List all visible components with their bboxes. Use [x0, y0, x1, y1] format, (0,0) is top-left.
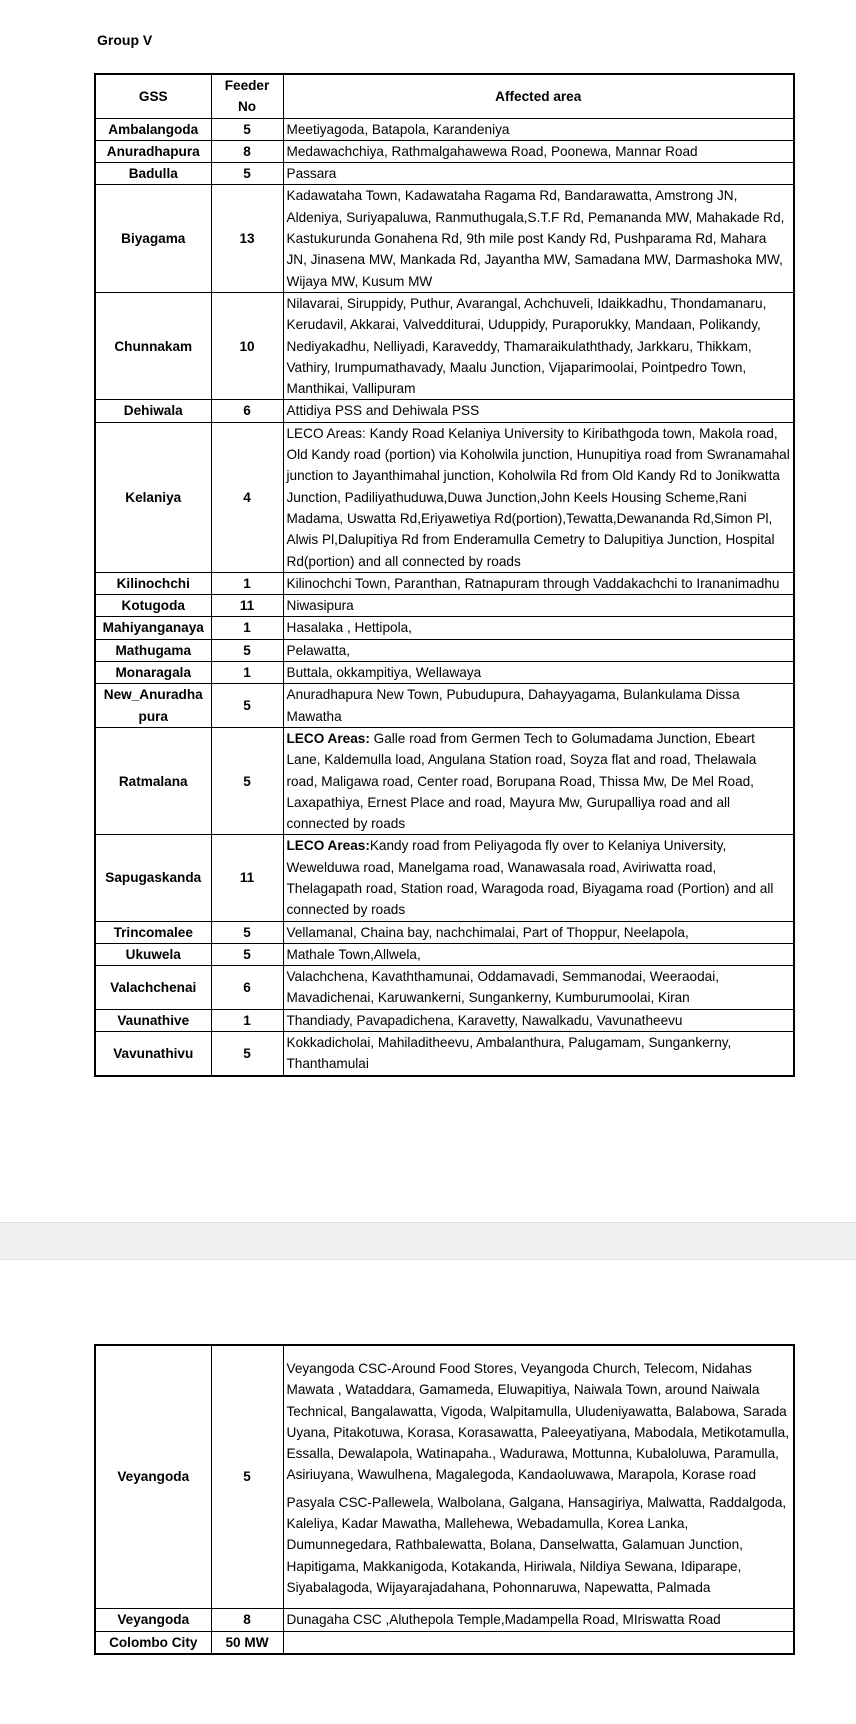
gss-cell: Sapugaskanda	[95, 835, 211, 921]
veyangoda-csc-areas: Veyangoda CSC-Around Food Stores, Veyangoda Church, Telecom, Nidahas Mawata , Wataddara, Gamameda, Eluwapitiya, Naiwala Town, around Naiwala Technical, Bangalawatta, Vigoda, Walpitamulla, Uludeniyawatta, Balabowa, Sarada Uyana, Pitakotuwa, Korasa, Korasawatta, Paleeyatiyana, Mabodala, Metikotamulla, Essalla, Dewalapola, Watinapaha., Wadurawa, Mottunna, Kubaloluwa, Paramulla, Asiriuyana, Wawulhena, Magalegoda, Kandaoluwawa, Marapola, Korase road	[286, 1361, 789, 1483]
table-row	[95, 1009, 794, 1031]
gss-cell: Mahiyanganaya	[95, 617, 211, 639]
table-row	[95, 835, 794, 921]
table-row	[95, 422, 794, 572]
gss-cell: Vaunathive	[95, 1009, 211, 1031]
feeder-cell: 5	[211, 118, 283, 140]
group-title: Group V	[97, 32, 153, 48]
gss-cell: Badulla	[95, 163, 211, 185]
gss-cell: Valachchenai	[95, 966, 211, 1010]
affected-area-cell: Pelawatta,	[283, 639, 794, 661]
feeder-cell: 5	[211, 727, 283, 834]
affected-area-cell: Thandiady, Pavapadichena, Karavetty, Nawalkadu, Vavunatheevu	[283, 1009, 794, 1031]
table-header-row	[95, 74, 794, 118]
affected-area-cell: Kokkadicholai, Mahiladitheevu, Ambalanthura, Palugamam, Sungankerny, Thanthamulai	[283, 1032, 794, 1076]
feeder-cell: 1	[211, 1009, 283, 1031]
feeder-cell: 1	[211, 617, 283, 639]
table-row	[95, 639, 794, 661]
affected-area-cell: LECO Areas: Kandy Road Kelaniya University to Kiribathgoda town, Makola road, Old Kandy road (portion) via Koholwila junction, Hunupitiya road from Swranamahal junction to Jayanthimahal junction, Koholwila Rd from Old Kandy Rd to Jonikwatta Junction, Padiliyathuduwa,Duwa Junction,John Keels Housing Scheme,Rani Madama, Uswatta Rd,Eriyawetiya Rd(portion),Tewatta,Dewananda Rd,Simon Pl, Alwis Pl,Dalupitiya Rd from Enderamulla Cemetry to Dalupitiya Junction, Hospital Rd(portion) and all connected by roads	[283, 422, 794, 572]
affected-area-cell	[283, 727, 794, 834]
gss-cell: Colombo City	[95, 1631, 211, 1654]
leco-areas-label: LECO Areas:	[286, 838, 370, 854]
table-row	[95, 572, 794, 594]
affected-area-cell	[283, 835, 794, 921]
affected-area-text: Kandy road from Peliyagoda fly over to Kelaniya University, Wewelduwa road, Manelgama road, Wanawasala road, Aviriwatta road, Thelagapath road, Station road, Waragoda road, Biyagama road (Portion) and all connected by roads	[286, 838, 774, 918]
affected-area-cell: Buttala, okkampitiya, Wellawaya	[283, 662, 794, 684]
feeder-cell: 6	[211, 400, 283, 422]
pasyala-csc-areas: Pasyala CSC-Pallewela, Walbolana, Galgana, Hansagiriya, Malwatta, Raddalgoda, Kaleliya, Kadar Mawatha, Mallehewa, Webadamulla, Korea Lanka, Dumunnegedara, Rathbalewatta, Bolana, Danselwatta, Galamuan Junction, Hapitigama, Makkanigoda, Kotakanda, Hiriwala, Nildiya Sewana, Idiparape, Siyabalagoda, Wijayarajadahana, Pohonnaruwa, Napewatta, Palmada	[286, 1494, 787, 1595]
affected-area-cell: Nilavarai, Siruppidy, Puthur, Avarangal, Achchuveli, Idaikkadhu, Thondamanaru, Kerudavil, Akkarai, Valvedditurai, Uduppidy, Puraporukky, Mandaan, Polikandy, Nediyakadhu, Nelliyadi, Karaveddy, Thamaraikulaththady, Jarkkaru, Thikkam, Vathiry, Irumpumathavady, Maalu Junction, Vijaparimoolai, Pointpedro Town, Manthikai, Vallipuram	[283, 292, 794, 399]
gss-cell: Kotugoda	[95, 595, 211, 617]
affected-area-cell: Kadawataha Town, Kadawataha Ragama Rd, Bandarawatta, Amstrong JN, Aldeniya, Suriyapaluwa, Ranmuthugala,S.T.F Rd, Pemananda MW, Mahakade Rd, Kastukurunda Gonahena Rd, 9th mile post Kandy Rd, Pushparama Rd, Mahara JN, Jinasena MW, Mankada Rd, Jayantha MW, Samadana MW, Darmashoka MW, Wijaya MW, Kusum MW	[283, 185, 794, 292]
feeder-cell: 5	[211, 1345, 283, 1609]
leco-areas-label: LECO Areas:	[286, 730, 370, 746]
gss-cell: Mathugama	[95, 639, 211, 661]
affected-area-cell: Passara	[283, 163, 794, 185]
gss-cell: Vavunathivu	[95, 1032, 211, 1076]
feeder-cell: 11	[211, 835, 283, 921]
affected-area-cell: Vellamanal, Chaina bay, nachchimalai, Part of Thoppur, Neelapola,	[283, 921, 794, 943]
table-row	[95, 684, 794, 728]
feeder-cell: 5	[211, 1032, 283, 1076]
table-row	[95, 943, 794, 965]
affected-area-cell: Hasalaka , Hettipola,	[283, 617, 794, 639]
affected-area-cell: Anuradhapura New Town, Pubudupura, Dahayyagama, Bulankulama Dissa Mawatha	[283, 684, 794, 728]
feeder-cell: 1	[211, 572, 283, 594]
gss-cell: Anuradhapura	[95, 140, 211, 162]
affected-area-cell: Dunagaha CSC ,Aluthepola Temple,Madampella Road, MIriswatta Road	[283, 1609, 794, 1631]
gss-cell: Veyangoda	[95, 1345, 211, 1609]
feeder-cell: 5	[211, 684, 283, 728]
gss-cell: Kelaniya	[95, 422, 211, 572]
affected-area-cell: Valachchena, Kavaththamunai, Oddamavadi, Semmanodai, Weeraodai, Mavadichenai, Karuwankerni, Sungankerny, Kumburumoolai, Kiran	[283, 966, 794, 1010]
gss-cell: Veyangoda	[95, 1609, 211, 1631]
feeder-cell: 5	[211, 943, 283, 965]
feeder-cell: 1	[211, 662, 283, 684]
outage-table-continued	[94, 1344, 795, 1655]
table-row	[95, 292, 794, 399]
gss-cell: Ambalangoda	[95, 118, 211, 140]
table-row	[95, 662, 794, 684]
table-row	[95, 118, 794, 140]
gss-cell: Biyagama	[95, 185, 211, 292]
feeder-cell: 8	[211, 140, 283, 162]
feeder-cell: 50 MW	[211, 1631, 283, 1654]
outage-table	[94, 73, 795, 1077]
affected-area-text: Galle road from Germen Tech to Golumadama Junction, Ebeart Lane, Kaldemulla load, Angulana Station road, Soyza flat and road, Thelawala road, Maligawa road, Center road, Borupana Road, Thissa Mw, De Mel Road, Laxapathiya, Ernest Place and road, Mayura Mw, Gurupalliya road and all connected by roads	[286, 730, 757, 832]
gss-cell: Chunnakam	[95, 292, 211, 399]
gss-cell: Trincomalee	[95, 921, 211, 943]
table-row	[95, 727, 794, 834]
affected-area-header: Affected area	[283, 74, 794, 118]
gss-cell: Kilinochchi	[95, 572, 211, 594]
feeder-cell: 11	[211, 595, 283, 617]
gss-cell: Dehiwala	[95, 400, 211, 422]
table-row	[95, 400, 794, 422]
gss-cell: Ukuwela	[95, 943, 211, 965]
table-row	[95, 140, 794, 162]
affected-area-cell: Attidiya PSS and Dehiwala PSS	[283, 400, 794, 422]
feeder-cell: 4	[211, 422, 283, 572]
table-row	[95, 617, 794, 639]
affected-area-cell: Medawachchiya, Rathmalgahawewa Road, Poonewa, Mannar Road	[283, 140, 794, 162]
gss-cell: Monaragala	[95, 662, 211, 684]
affected-area-cell	[283, 1631, 794, 1654]
table-row	[95, 966, 794, 1010]
feeder-cell: 13	[211, 185, 283, 292]
gss-header: GSS	[95, 74, 211, 118]
feeder-cell: 10	[211, 292, 283, 399]
feeder-cell: 6	[211, 966, 283, 1010]
table-row	[95, 595, 794, 617]
feeder-header: Feeder No	[211, 74, 283, 118]
feeder-cell: 5	[211, 921, 283, 943]
affected-area-cell: Mathale Town,Allwela,	[283, 943, 794, 965]
feeder-cell: 8	[211, 1609, 283, 1631]
table-row	[95, 921, 794, 943]
table-row	[95, 185, 794, 292]
feeder-cell: 5	[211, 639, 283, 661]
table-row	[95, 1345, 794, 1609]
table-row	[95, 1032, 794, 1076]
affected-area-cell: Meetiyagoda, Batapola, Karandeniya	[283, 118, 794, 140]
affected-area-cell: Kilinochchi Town, Paranthan, Ratnapuram through Vaddakachchi to Irananimadhu	[283, 572, 794, 594]
affected-area-cell	[283, 1345, 794, 1609]
table-row	[95, 1609, 794, 1631]
page-break-divider	[0, 1222, 856, 1260]
feeder-cell: 5	[211, 163, 283, 185]
table-row	[95, 163, 794, 185]
gss-cell: Ratmalana	[95, 727, 211, 834]
table-row	[95, 1631, 794, 1654]
affected-area-cell: Niwasipura	[283, 595, 794, 617]
gss-cell: New_Anuradha pura	[95, 684, 211, 728]
